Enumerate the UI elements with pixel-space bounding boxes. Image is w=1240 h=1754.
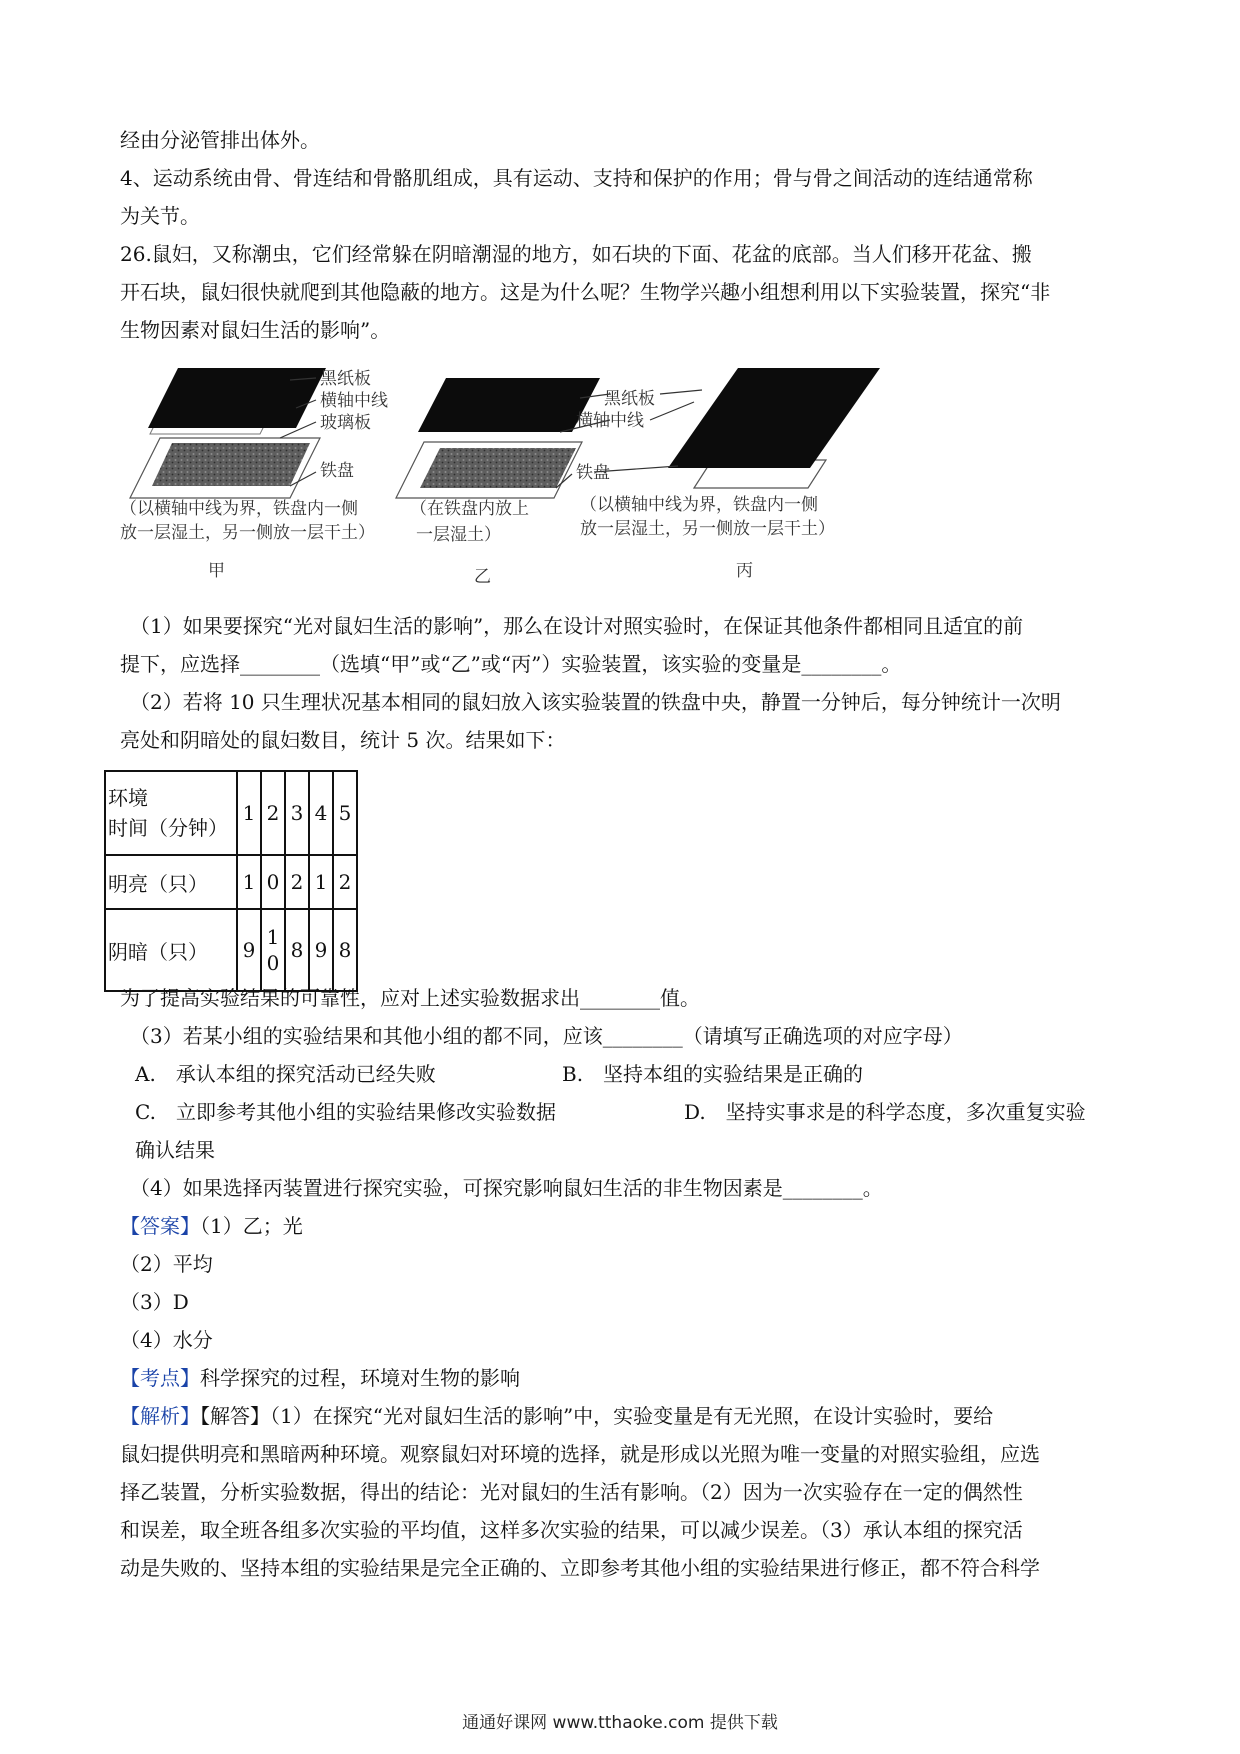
analysis-line [120, 1404, 993, 1428]
knowledge-point-line [120, 1366, 520, 1390]
question-3: （3）若某小组的实验结果和其他小组的都不同，应该________（请填写正确选项的对应字母） [130, 1024, 963, 1048]
answer-line [120, 1214, 303, 1238]
figure-name: 乙 [474, 567, 491, 587]
answer-4: （4）水分 [120, 1328, 213, 1352]
caption-line: （以横轴中线为界，铁盘内一侧 [120, 499, 358, 519]
figure-name: 甲 [208, 561, 225, 581]
soil-layer [420, 448, 576, 488]
option-a: A. 承认本组的探究活动已经失败 [135, 1062, 436, 1086]
analysis-text: 择乙装置，分析实验数据，得出的结论：光对鼠妇的生活有影响。（2）因为一次实验存在一定的偶然性 [120, 1480, 1023, 1504]
table-cell: 1 [309, 855, 333, 909]
black-paper-board [418, 378, 600, 432]
label-black-paper: 黑纸板 [320, 369, 371, 389]
table-cell: 9 [237, 909, 261, 991]
table-cell: 8 [285, 909, 309, 991]
knowledge-point-tag: 【考点】 [120, 1366, 200, 1390]
analysis-tag: 【解析】 [120, 1404, 200, 1428]
table-cell: 8 [333, 909, 357, 991]
option-c: C. 立即参考其他小组的实验结果修改实验数据 [135, 1100, 556, 1124]
label-glass-plate: 玻璃板 [320, 413, 371, 433]
analysis-text: 【解答】（1）在探究“光对鼠妇生活的影响”中，实验变量是有无光照，在设计实验时，要给 [200, 1404, 994, 1428]
answer-1: （1）乙；光 [200, 1214, 303, 1238]
option-b: B. 坚持本组的实验结果是正确的 [562, 1062, 864, 1086]
row-label: 明亮（只） [105, 855, 237, 909]
text-line: 确认结果 [135, 1138, 215, 1162]
minute-cell: 3 [285, 771, 309, 855]
table-row [105, 855, 357, 909]
apparatus-yi [396, 378, 655, 587]
black-paper-board [668, 368, 880, 468]
label-black-paper: 黑纸板 [604, 389, 655, 409]
question-4: （4）如果选择丙装置进行探究实验，可探究影响鼠妇生活的非生物因素是________。 [130, 1176, 883, 1200]
page-footer: 通通好课网 www.tthaoke.com 提供下载 [462, 1713, 778, 1733]
table-cell: 2 [285, 855, 309, 909]
analysis-text: 动是失败的、坚持本组的实验结果是完全正确的、立即参考其他小组的实验结果进行修正，都不符合科学 [120, 1556, 1040, 1580]
caption-line: （以横轴中线为界，铁盘内一侧 [580, 495, 818, 515]
caption-line: （在铁盘内放上 [410, 499, 529, 519]
table-header-cell [105, 771, 237, 855]
text-line: 提下，应选择________（选填“甲”或“乙”或“丙”）实验装置，该实验的变量是________。 [120, 652, 902, 676]
text-line: 亮处和阴暗处的鼠妇数目，统计 5 次。结果如下： [120, 728, 566, 752]
experiment-apparatus-figure [120, 368, 980, 600]
label-iron-tray: 铁盘 [576, 463, 610, 483]
label-axis-midline: 横轴中线 [576, 411, 644, 431]
table-cell: 10 [261, 909, 285, 991]
analysis-text: 鼠妇提供明亮和黑暗两种环境。观察鼠妇对环境的选择，就是形成以光照为唯一变量的对照实验组，应选 [120, 1442, 1040, 1466]
label-leader [650, 402, 694, 420]
question-2: （2）若将 10 只生理状况基本相同的鼠妇放入该实验装置的铁盘中央，静置一分钟后，每分钟统计一次明 [130, 690, 1061, 714]
caption-line: 放一层湿土，另一侧放一层干土） [120, 523, 375, 543]
text-line: 4、运动系统由骨、骨连结和骨骼肌组成，具有运动、支持和保护的作用；骨与骨之间活动的连结通常称 [120, 166, 1033, 190]
row-label: 阴暗（只） [105, 909, 237, 991]
knowledge-point-text: 科学探究的过程，环境对生物的影响 [200, 1366, 520, 1390]
label-leader [660, 390, 702, 394]
minute-cell: 1 [237, 771, 261, 855]
question-26-stem: 26.鼠妇，又称潮虫，它们经常躲在阴暗潮湿的地方，如石块的下面、花盆的底部。当人们移开花盆、搬 [120, 242, 1032, 266]
caption-line: 一层湿土） [416, 525, 501, 545]
table-header-row [105, 771, 357, 855]
answer-tag: 【答案】 [120, 1214, 200, 1238]
text-line: 经由分泌管排出体外。 [120, 128, 320, 152]
minute-cell: 5 [333, 771, 357, 855]
black-paper-board [148, 368, 326, 428]
analysis-text: 和误差，取全班各组多次实验的平均值，这样多次实验的结果，可以减少误差。（3）承认本组的探究活 [120, 1518, 1023, 1542]
apparatus-jia [120, 368, 388, 581]
figure-name: 丙 [736, 561, 753, 581]
answer-2: （2）平均 [120, 1252, 213, 1276]
header-environment: 环境 [108, 786, 148, 810]
text-line: 开石块，鼠妇很快就爬到其他隐蔽的地方。这是为什么呢？生物学兴趣小组想利用以下实验装置，探究“非 [120, 280, 1051, 304]
soil-layer [152, 443, 310, 486]
caption-line: 放一层湿土，另一侧放一层干土） [580, 519, 835, 539]
table-row [105, 909, 357, 991]
text-line: 为了提高实验结果的可靠性，应对上述实验数据求出________值。 [120, 986, 700, 1010]
minute-cell: 4 [309, 771, 333, 855]
table-cell: 0 [261, 855, 285, 909]
table-cell: 1 [237, 855, 261, 909]
label-axis-midline: 横轴中线 [320, 391, 388, 411]
table-cell: 9 [309, 909, 333, 991]
option-d: D. 坚持实事求是的科学态度，多次重复实验 [684, 1100, 1086, 1124]
table-cell: 2 [333, 855, 357, 909]
question-1: （1）如果要探究“光对鼠妇生活的影响”，那么在设计对照实验时，在保证其他条件都相同且适宜的前 [130, 614, 1024, 638]
header-time: 时间（分钟） [108, 816, 228, 840]
text-line: 为关节。 [120, 204, 200, 228]
text-line: 生物因素对鼠妇生活的影响”。 [120, 318, 391, 342]
results-table [104, 770, 358, 992]
minute-cell: 2 [261, 771, 285, 855]
answer-3: （3）D [120, 1290, 189, 1314]
label-iron-tray: 铁盘 [320, 461, 354, 481]
